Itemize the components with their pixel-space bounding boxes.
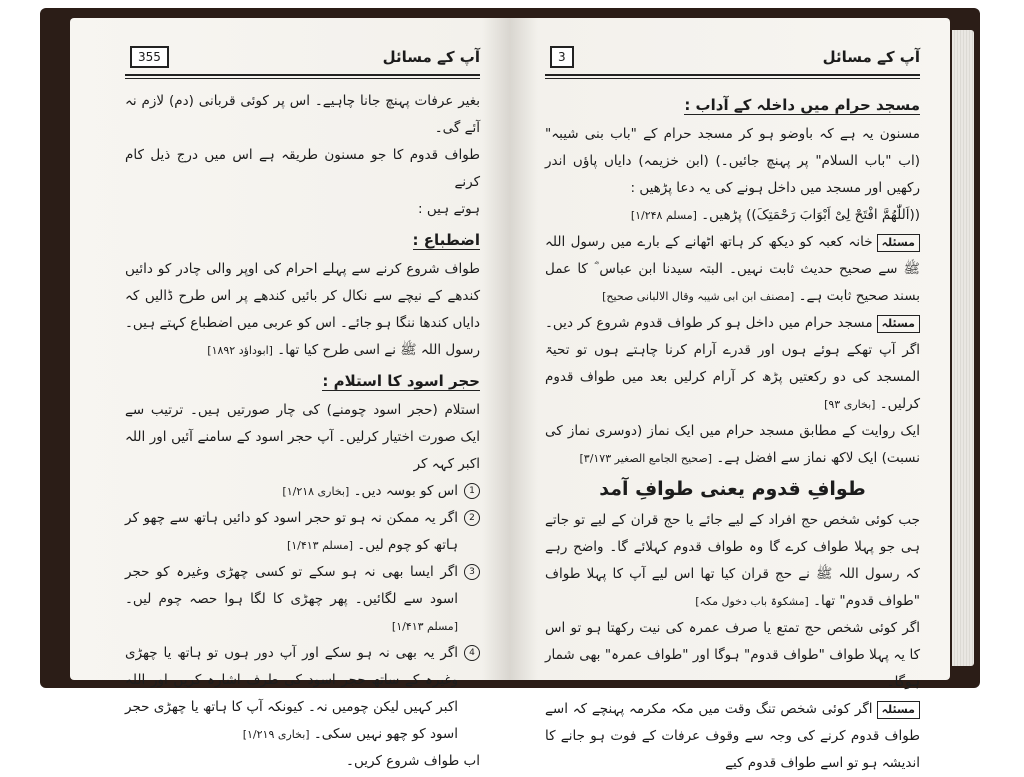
reference: [ابوداؤد ۱۸۹۲] xyxy=(207,344,273,357)
paragraph: طواف شروع کرنے سے پہلے احرام کی اوپر والی چادر کو دائیں کندھے کے نیچے سے نکال کر بائیں کندھے پر اس طرح ڈالیں کہ دایاں کندھا ننگا ہو جائے۔ اس کو عربی میں اضطباع کہتے ہیں۔ رسول اللہ ﷺ نے اسی طرح کیا تھا۔ [ابوداؤد ۱۸۹۲] xyxy=(125,261,480,358)
page-number: 355 xyxy=(130,46,169,68)
paragraph: اگر کوئی شخص حج تمتع یا صرف عمرہ کی نیت رکھتا ہو تو اس کا یہ پہلا طواف "طواف قدوم" ہوگا اور "طواف عمرہ" بھی شمار ہوگا۔ xyxy=(545,620,920,690)
section-heading-centered: طوافِ قدوم یعنی طوافِ آمد xyxy=(599,478,866,500)
masala-paragraph: مسئلہخانہ کعبہ کو دیکھ کر ہاتھ اٹھانے کے بارے میں رسول اللہ ﷺ سے صحیح حدیث ثابت نہیں۔ البتہ سیدنا ابن عباس ؓ کا عمل بسند صحیح ثابت ہے۔ [مصنف ابن ابی شیبہ وقال الالبانی صحیح] xyxy=(545,234,920,304)
masala-label: مسئلہ xyxy=(877,315,920,333)
section-heading: مسجد حرام میں داخلہ کے آداب : xyxy=(684,96,920,114)
masala-label: مسئلہ xyxy=(877,701,920,719)
dua-line: ((اَللّٰھُمَّ افْتَحْ لِیْ اَبْوَابَ رَحْمَتِکَ)) پڑھیں۔ [مسلم ۱/۲۴۸] xyxy=(630,207,920,223)
header-rule xyxy=(125,74,480,79)
list-item: 1 اس کو بوسہ دیں۔ [بخاری ۱/۲۱۸] xyxy=(125,478,480,505)
left-page xyxy=(70,18,510,769)
right-page-header xyxy=(550,48,920,72)
text-line: طواف قدوم کا جو مسنون طریقہ ہے اس میں درج ذیل کام کرنے xyxy=(125,147,480,190)
right-page-body xyxy=(545,88,920,777)
list-item: 3 اگر ایسا بھی نہ ہو سکے تو کسی چھڑی وغیرہ کو حجر اسود سے لگائیں۔ پھر چھڑی کا لگا ہوا حصہ چوم لیں۔ [مسلم ۱/۴۱۳] xyxy=(125,559,480,640)
list-item: 2 اگر یہ ممکن نہ ہو تو حجر اسود کو دائیں ہاتھ سے چھو کر ہاتھ کو چوم لیں۔ [مسلم ۱/۴۱۳] xyxy=(125,505,480,559)
paragraph: استلام (حجر اسود چومنے) کی چار صورتیں ہیں۔ ترتیب سے ایک صورت اختیار کرلیں۔ آپ حجر اسود کے سامنے آئیں اور اللہ اکبر کہہ کر xyxy=(125,402,480,472)
left-page-header xyxy=(130,48,480,72)
left-page-body xyxy=(125,88,480,775)
masala-paragraph: مسئلہمسجد حرام میں داخل ہو کر طواف قدوم شروع کر دیں۔ اگر آپ تھکے ہوئے ہوں اور قدرے آرام کرنا چاہتے ہوں تو تحیۃ المسجد کی دو رکعتیں پڑھ کر آرام کرلیں بعد میں طواف قدوم کرلیں۔ [بخاری ۹۳] xyxy=(545,315,920,412)
masala-paragraph: مسئلہاگر کوئی شخص تنگ وقت میں مکہ مکرمہ پہنچے کہ اسے طواف قدوم کرنے کی وجہ سے وقوف عرفات کے فوت ہو جانے کا اندیشہ ہو تو اسے طواف قدوم کیے xyxy=(545,701,920,771)
running-title: آپ کے مسائل xyxy=(822,48,920,66)
masala-label: مسئلہ xyxy=(877,234,920,252)
right-page xyxy=(510,18,950,771)
text-line: بغیر عرفات پہنچ جانا چاہیے۔ اس پر کوئی قربانی (دم) لازم نہ آئے گی۔ xyxy=(125,93,480,136)
open-book xyxy=(40,8,980,771)
paragraph: مسنون یہ ہے کہ باوضو ہو کر مسجد حرام کے "باب بنی شیبہ" (اب "باب السلام" پر پہنچ جائیں۔) (ابن خزیمہ) دایاں پاؤں اندر رکھیں اور مسجد میں داخل ہونے کی یہ دعا پڑھیں : xyxy=(545,126,920,196)
paragraph: جب کوئی شخص حج افراد کے لیے جائے یا حج قران کے لیے تو جاتے ہی جو پہلا طواف کرے گا وہ طواف قدوم کہلائے گا۔ واضح رہے کہ رسول اللہ ﷺ نے حج قران کیا تھا اس لیے آپ کا پہلا طواف "طواف قدوم" تھا۔ [مشکوۃ باب دخول مکہ] xyxy=(545,512,920,609)
section-heading: حجر اسود کا استلام : xyxy=(322,372,480,390)
page-edges xyxy=(952,30,974,666)
paragraph: اب طواف شروع کریں۔ xyxy=(346,753,480,769)
text-line: ہوتے ہیں : xyxy=(418,201,480,217)
paragraph: ایک روایت کے مطابق مسجد حرام میں ایک نماز (دوسری نماز کی نسبت) ایک لاکھ نماز سے افضل ہے۔ [صحیح الجامع الصغیر ۳/۱۷۳] xyxy=(545,423,920,466)
running-title: آپ کے مسائل xyxy=(382,48,480,66)
header-rule xyxy=(545,74,920,79)
page-number: 3 xyxy=(550,46,574,68)
section-heading: اضطباع : xyxy=(412,231,480,249)
list-item: 4 اگر یہ بھی نہ ہو سکے اور آپ دور ہوں تو ہاتھ یا چھڑی وغیرہ کے ساتھ حجر اسود کی طرف اشارہ کریں اور اللہ اکبر کہیں لیکن چومیں نہ۔ کیونکہ آپ کا ہاتھ یا چھڑی حجر اسود کو چھو نہیں سکی۔ [بخاری ۱/۲۱۹] xyxy=(125,640,480,748)
